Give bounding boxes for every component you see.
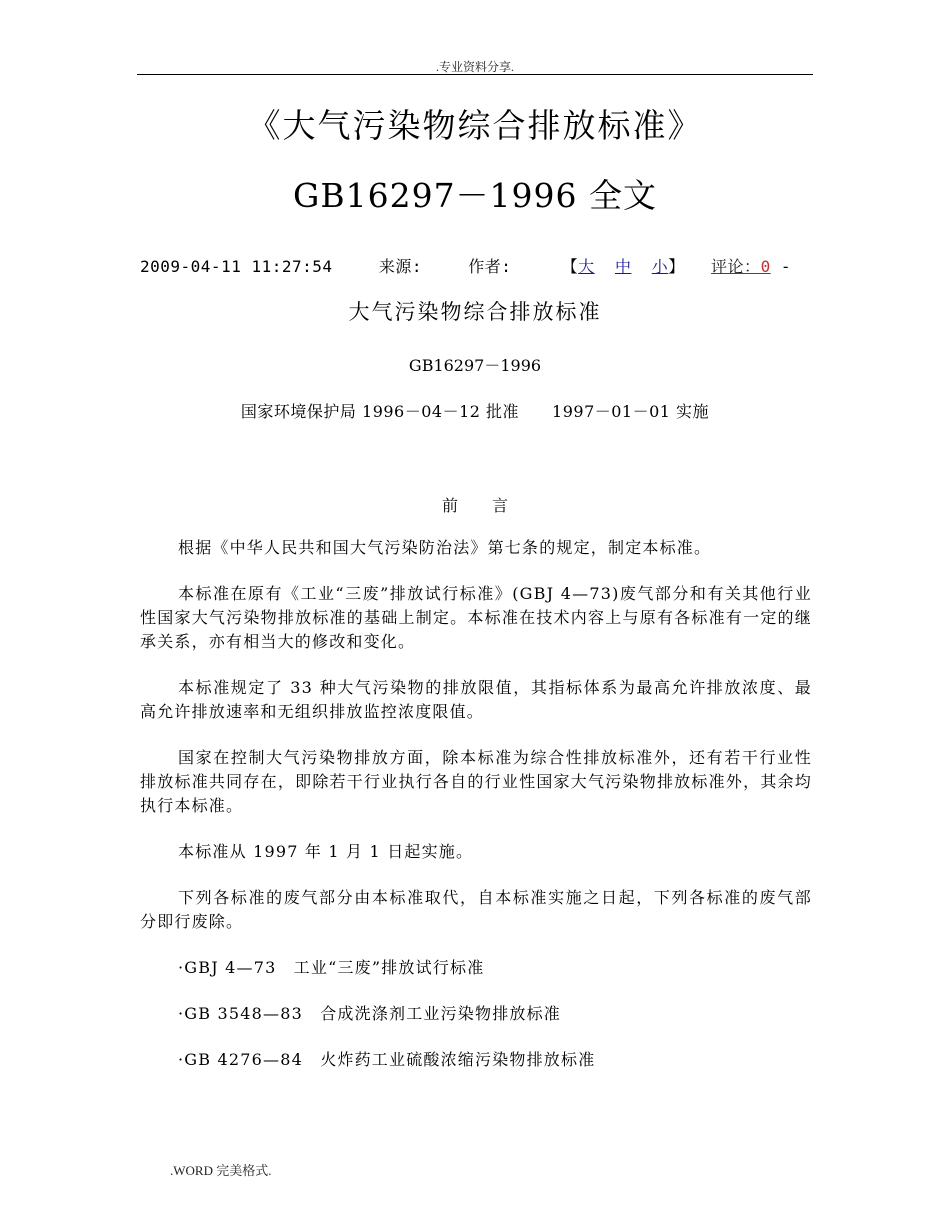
preface-paragraph: 国家在控制大气污染物排放方面，除本标准为综合性排放标准外，还有若干行业性排放标准共同存在，即除若干行业执行各自的行业性国家大气污染物排放标准外，其余均执行本标准。 [140,748,812,815]
superseded-standard-item: ·GB 3548—83 合成洗涤剂工业污染物排放标准 [178,1004,561,1023]
preface-body [140,536,812,1094]
preface-paragraph: 根据《中华人民共和国大气污染防治法》第七条的规定，制定本标准。 [178,538,712,557]
superseded-standard-item: ·GB 4276—84 火炸药工业硫酸浓缩污染物排放标准 [178,1050,596,1069]
main-subtitle: GB16297－1996 全文 [292,176,658,215]
comments-label: 评论： [711,257,761,276]
document-code: GB16297－1996 [408,356,542,375]
font-size-large-link[interactable]: 大 [578,257,595,276]
meta-trailing: - [780,257,791,276]
source-label: 来源: [378,257,422,276]
superseded-standard-item: ·GBJ 4—73 工业“三废”排放试行标准 [178,958,485,977]
preface-paragraph: 下列各标准的废气部分由本标准取代，自本标准实施之日起，下列各标准的废气部分即行废除。 [140,888,812,931]
font-size-selector [562,257,695,276]
font-size-medium-link[interactable]: 中 [614,257,632,276]
page-footer: .WORD 完美格式. [170,1163,272,1178]
publish-datetime: 2009-04-11 11:27:54 [140,257,333,276]
author-label: 作者: [468,257,512,276]
preface-paragraph: 本标准在原有《工业“三废”排放试行标准》(GBJ 4—73)废气部分和有关其他行业性国家大气污染物排放标准的基础上制定。本标准在技术内容上与原有各标准有一定的继承关系，亦有相当大的修改和变化。 [140,584,812,651]
bracket-open: 【 [561,257,579,276]
font-size-small-link[interactable]: 小 [651,257,669,276]
bracket-close: 】 [668,257,685,276]
main-title: 《大气污染物综合排放标准》 [247,106,703,145]
approval-line: 国家环境保护局 1996－04－12 批准 1997－01－01 实施 [240,402,710,421]
preface-paragraph: 本标准从 1997 年 1 月 1 日起实施。 [178,842,474,861]
header-divider [137,74,813,75]
comments-count: 0 [760,257,771,276]
comments-link[interactable] [711,257,771,276]
preface-heading: 前言 [441,496,542,515]
page-header: .专业资料分享. [435,60,514,74]
article-meta [140,254,791,277]
document-title: 大气污染物综合排放标准 [348,300,602,324]
preface-paragraph: 本标准规定了 33 种大气污染物的排放限值，其指标体系为最高允许排放浓度、最高允许排放速率和无组织排放监控浓度限值。 [140,678,812,721]
